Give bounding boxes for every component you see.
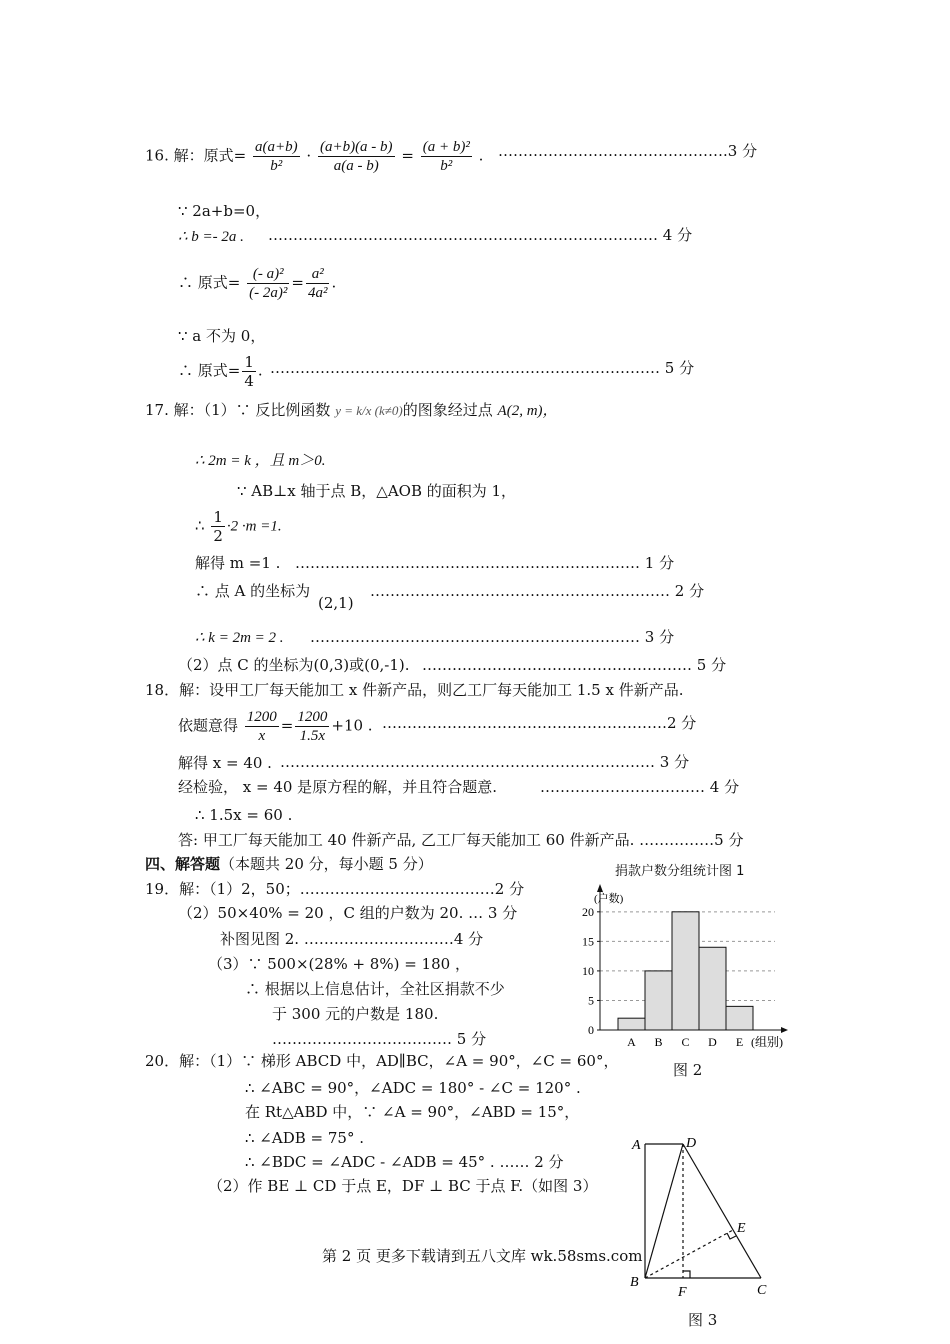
x-tick-label-B: B (654, 1035, 663, 1049)
chart-caption: 图 2 (673, 1061, 703, 1079)
x-axis-label: (组别) (751, 1035, 783, 1049)
q17-line6: ∴ 点 A 的坐标为 (195, 582, 311, 600)
q16-line6: ∴ 原式= $\frac{1}{4}$ . (178, 353, 263, 390)
q16-score-3: …………………………………………………………………… 5 分 (270, 359, 695, 377)
q16-fraction-4: $\frac{\text{(- a)²}}{\text{(- 2a)²}}$ (249, 266, 288, 301)
bar-D (699, 947, 726, 1030)
bar-A (618, 1018, 645, 1030)
q17-score-4: ……………………………………………… 5 分 (422, 656, 727, 674)
fig3-label-b: B (630, 1275, 639, 1290)
y-axis-arrow (597, 884, 603, 892)
bar-E (726, 1006, 753, 1030)
x-tick-label-E: E (735, 1035, 744, 1049)
section4-heading: 四、解答题（本题共 20 分，每小题 5 分） (145, 855, 433, 873)
q18-fraction-1: $\frac{1200}{x}$ (246, 709, 277, 744)
q18-score-2: ………………………………………………………………… 3 分 (280, 753, 690, 771)
figure-3 (625, 1130, 775, 1300)
q17-line3: ∵ AB⊥x 轴于点 B，△AOB 的面积为 1， (237, 482, 517, 500)
q18-score-3: …………………………… 4 分 (540, 778, 740, 796)
fig3-label-a: A (632, 1138, 641, 1153)
q20-line2: ∴ ∠ABC = 90°，∠ADC = 180° - ∠C = 120° . (245, 1079, 581, 1097)
y-tick-label-10: 10 (582, 963, 594, 978)
q17-line2: ∴ 2m = k ，且 m＞0. (195, 453, 326, 469)
q18-score-1: …………………………………………………2 分 (382, 714, 697, 732)
q18-fraction-2: $\frac{1200}{1.5x}$ (297, 709, 328, 744)
q17-line4: ∴ $\frac{1}{2}$ ·2 ·m =1. (195, 508, 282, 545)
q17-score-1: …………………………………………………………… 1 分 (295, 554, 675, 572)
q19-line6: 于 300 元的户数是 180. (272, 1005, 439, 1023)
q16-fraction-3: $\frac{\text{(a + b)²}}{\text{b²}}$ (422, 139, 470, 174)
q18-line4: 经检验， x = 40 是原方程的解，并且符合题意. (178, 778, 497, 796)
q17-score-2: …………………………………………………… 2 分 (370, 582, 705, 600)
q19-line5: ∴ 根据以上信息估计，全社区捐款不少 (245, 980, 505, 998)
fig3-right-angle-f (683, 1271, 690, 1278)
q18-line2: 依题意得 $\frac{1200}{x}$ = $\frac{1200}{1.5x}$ +10 . (178, 709, 373, 744)
q17-score-3: ………………………………………………………… 3 分 (310, 628, 675, 646)
bar-B (645, 971, 672, 1030)
q16-line4: ∴ 原式= $\frac{\text{(- a)²}}{\text{(- 2a)²}}$ = $\frac{\text{a²}}{\text{4a²}}$ . (178, 266, 337, 301)
x-tick-label-D: D (708, 1035, 717, 1049)
x-tick-label-C: C (681, 1035, 690, 1049)
q16-line3: ∴ b =- 2a . (178, 229, 244, 245)
q19-line1: 19．解：（1）2，50；…………………………………2 分 (145, 880, 525, 898)
figure3-caption: 图 3 (688, 1311, 718, 1329)
chart-title: 捐款户数分组统计图 1 (615, 864, 745, 879)
y-tick-label-15: 15 (582, 934, 594, 949)
q19-line7: ……………………………… 5 分 (272, 1030, 487, 1048)
fig3-segment-bd (645, 1144, 683, 1278)
q16-score-2: …………………………………………………………………… 4 分 (268, 226, 693, 244)
q19-line4: （3）∵ 500×(28% + 8%) = 180 ， (208, 955, 470, 973)
q19-line3: 补图见图 2. …………………………4 分 (220, 930, 484, 948)
q17-line8: （2）点 C 的坐标为(0,3)或(0,-1). (178, 656, 410, 674)
y-tick-label-5: 5 (588, 993, 594, 1008)
q16-line2: ∵ 2a+b=0， (178, 202, 271, 220)
q20-line1: 20．解：（1）∵ 梯形 ABCD 中，AD∥BC，∠A = 90°，∠C = 60°， (145, 1052, 619, 1070)
fig3-label-c: C (757, 1283, 767, 1298)
q17-line1: 17. 解：（1）∵ 反比例函数 y = k/x (k≠0)的图象经过点 A(2, m)， (145, 401, 558, 419)
q16-fraction-2: $\frac{(a+b)(a - b)}{a(a - b)}$ (319, 139, 393, 174)
q18-line1: 18．解：设甲工厂每天能加工 x 件新产品，则乙工厂每天能加工 1.5 x 件新产品. (145, 681, 684, 699)
bar-chart (572, 882, 792, 1052)
page-footer: 第 2 页 更多下载请到五八文库 wk.58sms.com (322, 1247, 643, 1265)
x-tick-label-A: A (627, 1035, 636, 1049)
y-axis-label: (户数) (594, 893, 624, 905)
q19-line2: （2）50×40% = 20 ，C 组的户数为 20. … 3 分 (178, 904, 518, 922)
fig3-label-d: D (686, 1136, 697, 1151)
y-tick-label-20: 20 (582, 904, 594, 919)
q20-line3: 在 Rt△ABD 中，∵ ∠A = 90°，∠ABD = 15°， (245, 1103, 580, 1121)
fig3-label-e: E (737, 1221, 746, 1236)
q20-line5: ∴ ∠BDC = ∠ADC - ∠ADB = 45° . …… 2 分 (245, 1153, 564, 1171)
q16-fraction-1: $\frac{a(a+b)}{\text{b²}}$ (254, 139, 298, 174)
q16-line5: ∵ a 不为 0， (178, 327, 266, 345)
q17-line5: 解得 m =1 . (195, 554, 281, 572)
bar-C (672, 912, 699, 1030)
q17-coord: (2,1) (318, 594, 354, 612)
q20-line6: （2）作 BE ⊥ CD 于点 E，DF ⊥ BC 于点 F.（如图 3） (208, 1177, 598, 1195)
q18-line6: 答: 甲工厂每天能加工 40 件新产品, 乙工厂每天能加工 60 件新产品. ……………5 分 (178, 831, 744, 849)
q16-score-1: ……………………………………….3 分 (498, 142, 758, 160)
fig3-segment-dc (683, 1144, 761, 1278)
q17-line7: ∴ k = 2m = 2 . (195, 630, 284, 646)
q20-line4: ∴ ∠ADB = 75° . (245, 1129, 364, 1147)
q16-fraction-5: $\frac{\text{a²}}{\text{4a²}}$ (307, 266, 328, 301)
q18-line5: ∴ 1.5x = 60 . (195, 806, 293, 824)
y-tick-label-0: 0 (588, 1023, 594, 1037)
q17-fraction: $\frac{1}{2}$ (213, 508, 223, 545)
q16-line1: 16. 解：原式= $\frac{a(a+b)}{\text{b²}}$ · $\frac{(a+b)(a - b)}{a(a - b)}$ = $\frac{\text{(a + b)²}}{\text{b²}}$ . (145, 139, 484, 174)
q18-line3: 解得 x = 40 . (178, 754, 272, 772)
q16-fraction-6: $\frac{1}{4}$ (244, 353, 254, 390)
fig3-label-f: F (678, 1285, 687, 1300)
x-axis-arrow (781, 1027, 788, 1033)
